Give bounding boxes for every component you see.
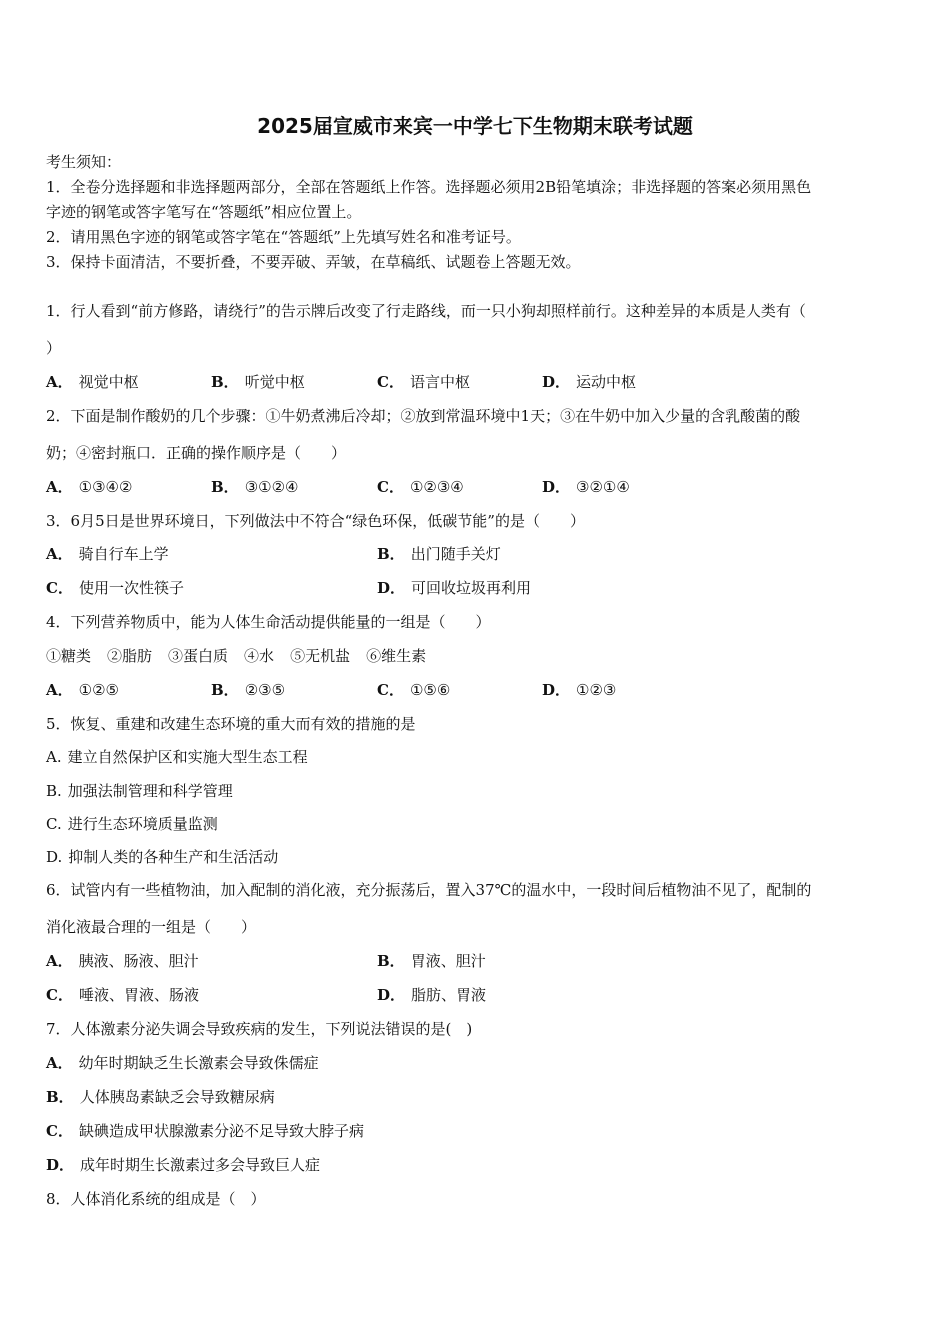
- nutrient-item: ①糖类: [46, 647, 92, 665]
- question-6-stem: 6．试管内有一些植物油，加入配制的消化液，充分振荡后，置入37℃的温水中，一段时间后植物油不见了，配制的: [46, 881, 812, 899]
- option-a[interactable]: A． 胰液、肠液、胆汁: [46, 952, 199, 970]
- question-1-stem: 1．行人看到“前方修路，请绕行”的告示牌后改变了行走路线，而一只小狗却照样前行。这种差异的本质是人类有（: [46, 302, 806, 320]
- option-a[interactable]: A． 视觉中枢: [46, 373, 139, 391]
- option-d[interactable]: D. 抑制人类的各种生产和生活活动: [46, 848, 279, 866]
- question-2-stem-cont: 奶；④密封瓶口．正确的操作顺序是（ ）: [46, 444, 347, 462]
- option-c[interactable]: C． ①⑤⑥: [377, 681, 451, 699]
- question-6-stem-cont: 消化液最合理的一组是（ ）: [46, 918, 257, 936]
- option-a[interactable]: A． ①②⑤: [46, 681, 119, 699]
- question-7-stem: 7．人体激素分泌失调会导致疾病的发生，下列说法错误的是( ): [46, 1020, 473, 1038]
- question-8-stem: 8．人体消化系统的组成是（ ）: [46, 1190, 266, 1208]
- option-d[interactable]: D． 可回收垃圾再利用: [377, 579, 532, 597]
- question-5-stem: 5．恢复、重建和改建生态环境的重大而有效的措施的是: [46, 715, 416, 733]
- notice-line: 1．全卷分选择题和非选择题两部分，全部在答题纸上作答。选择题必须用2B铅笔填涂；非选择题的答案必须用黑色: [46, 178, 812, 196]
- option-b[interactable]: B． ②③⑤: [211, 681, 286, 699]
- option-d[interactable]: D． 脂肪、胃液: [377, 986, 487, 1004]
- option-c[interactable]: C． ①②③④: [377, 478, 464, 496]
- option-a[interactable]: A． 幼年时期缺乏生长激素会导致侏儒症: [46, 1054, 319, 1072]
- option-d[interactable]: D． ③②①④: [542, 478, 630, 496]
- option-b[interactable]: B． ③①②④: [211, 478, 299, 496]
- option-b[interactable]: B． 人体胰岛素缺乏会导致糖尿病: [46, 1088, 275, 1106]
- nutrient-item: ②脂肪: [107, 647, 153, 665]
- option-c[interactable]: C． 缺碘造成甲状腺激素分泌不足导致大脖子病: [46, 1122, 364, 1140]
- option-c[interactable]: C. 进行生态环境质量监测: [46, 815, 218, 833]
- nutrient-item: ⑥维生素: [366, 647, 427, 665]
- option-a[interactable]: A． 骑自行车上学: [46, 545, 169, 563]
- option-a[interactable]: A. 建立自然保护区和实施大型生态工程: [46, 748, 308, 766]
- question-2-stem: 2．下面是制作酸奶的几个步骤：①牛奶煮沸后冷却；②放到常温环境中1天；③在牛奶中加入少量的含乳酸菌的酸: [46, 407, 801, 425]
- question-4-nutrients: [46, 645, 910, 667]
- option-d[interactable]: D． 成年时期生长激素过多会导致巨人症: [46, 1156, 321, 1174]
- option-c[interactable]: C． 唾液、胃液、肠液: [46, 986, 199, 1004]
- option-a[interactable]: A． ①③④②: [46, 478, 133, 496]
- question-3-stem: 3．6月5日是世界环境日，下列做法中不符合“绿色环保，低碳节能”的是（ ）: [46, 512, 585, 530]
- option-d[interactable]: D． 运动中枢: [542, 373, 637, 391]
- option-b[interactable]: B． 胃液、胆汁: [377, 952, 486, 970]
- page-title: 2025届宣威市来宾一中学七下生物期末联考试题: [257, 114, 693, 138]
- question-4-stem: 4．下列营养物质中，能为人体生命活动提供能量的一组是（ ）: [46, 613, 491, 631]
- option-c[interactable]: C． 使用一次性筷子: [46, 579, 184, 597]
- notice-line: 字迹的钢笔或答字笔写在“答题纸”相应位置上。: [46, 203, 362, 221]
- nutrient-item: ⑤无机盐: [290, 647, 351, 665]
- question-1-stem-cont: ）: [46, 339, 62, 357]
- option-b[interactable]: B. 加强法制管理和科学管理: [46, 782, 233, 800]
- notice-line: 3．保持卡面清洁，不要折叠，不要弄破、弄皱，在草稿纸、试题卷上答题无效。: [46, 253, 581, 271]
- option-b[interactable]: B． 出门随手关灯: [377, 545, 501, 563]
- notice-line: 2．请用黑色字迹的钢笔或答字笔在“答题纸”上先填写姓名和准考证号。: [46, 228, 521, 246]
- option-c[interactable]: C． 语言中枢: [377, 373, 470, 391]
- nutrient-item: ③蛋白质: [168, 647, 229, 665]
- nutrient-item: ④水: [244, 647, 275, 665]
- notice-heading: 考生须知：: [46, 153, 122, 171]
- option-b[interactable]: B． 听觉中枢: [211, 373, 305, 391]
- option-d[interactable]: D． ①②③: [542, 681, 617, 699]
